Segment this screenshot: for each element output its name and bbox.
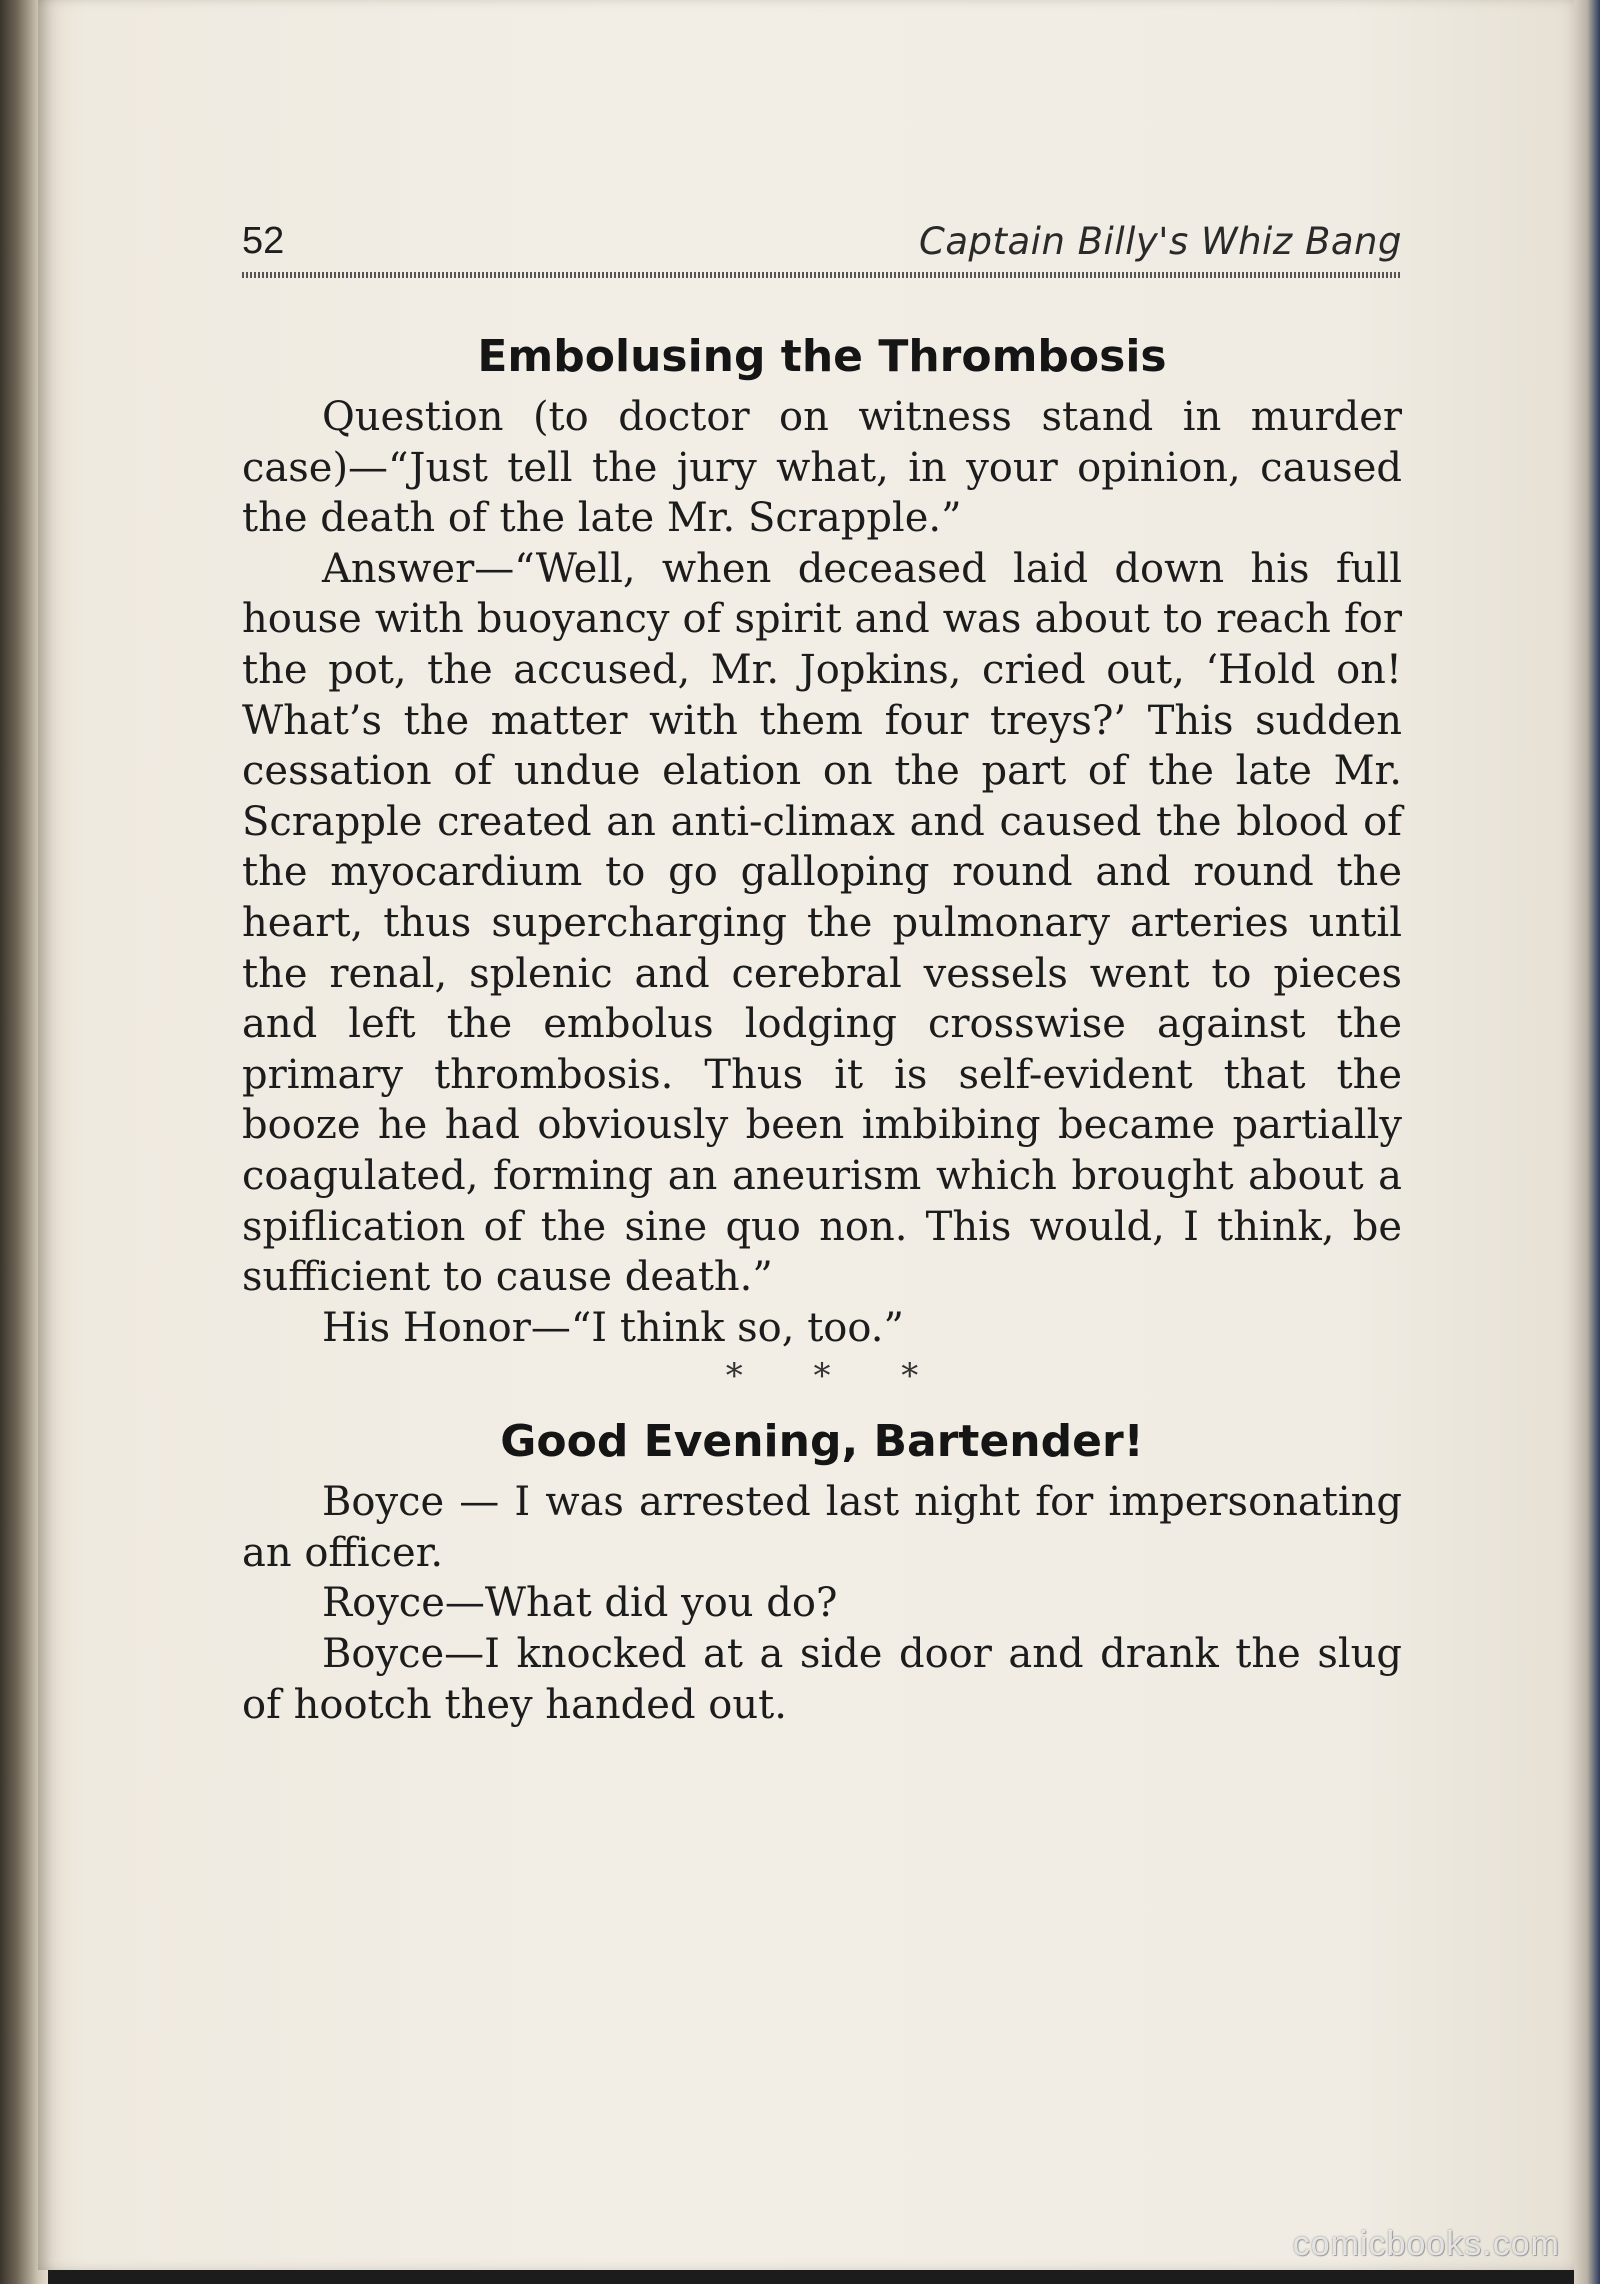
page-number: 52 [242, 220, 285, 262]
page-edge [1574, 0, 1600, 2284]
article-title-2: Good Evening, Bartender! [500, 1416, 1144, 1468]
paragraph-question: Question (to doctor on witness stand in murder case)—“Just tell the jury what, in your opinion, caused the death of the late Mr. Scrapple.” [242, 394, 1402, 542]
paragraph-royce: Royce—What did you do? [322, 1580, 838, 1627]
paragraph-answer: Answer—“Well, when deceased laid down his full house with buoyancy of spirit and was about to reach for the pot, the accused, Mr. Jopkins, cried out, ‘Hold on! What’s the matter with them four treys?’ This sudden cessation of undue elation on the part of the late Mr. Scrapple created an anti-climax and caused the blood of the myocardium to go galloping round and round the heart, thus supercharging the pulmonary arteries until the renal, splenic and cerebral vessels went to pieces and left the embolus lodging crosswise against the primary thrombosis. Thus it is self-evident that the booze he had obviously been imbibing became partially coagulated, forming an aneurism which brought about a spiflication of the sine quo non. This would, I think, be sufficient to cause death.” [242, 545, 1402, 1301]
paragraph-boyce-1: Boyce — I was arrested last night for impersonating an officer. [242, 1479, 1402, 1576]
watermark-logo: comicbooks.com [1292, 2225, 1560, 2263]
page-body [242, 322, 1402, 1730]
article-title-1: Embolusing the Thrombosis [477, 331, 1167, 382]
header-rule [242, 272, 1402, 278]
running-header [242, 212, 1402, 272]
running-title: Captain Billy's Whiz Bang [919, 220, 1402, 263]
section-separator: * * * [725, 1356, 949, 1397]
paragraph-his-honor: His Honor—“I think so, too.” [322, 1304, 904, 1351]
paragraph-boyce-2: Boyce—I knocked at a side door and drank the slug of hootch they handed out. [242, 1631, 1402, 1728]
